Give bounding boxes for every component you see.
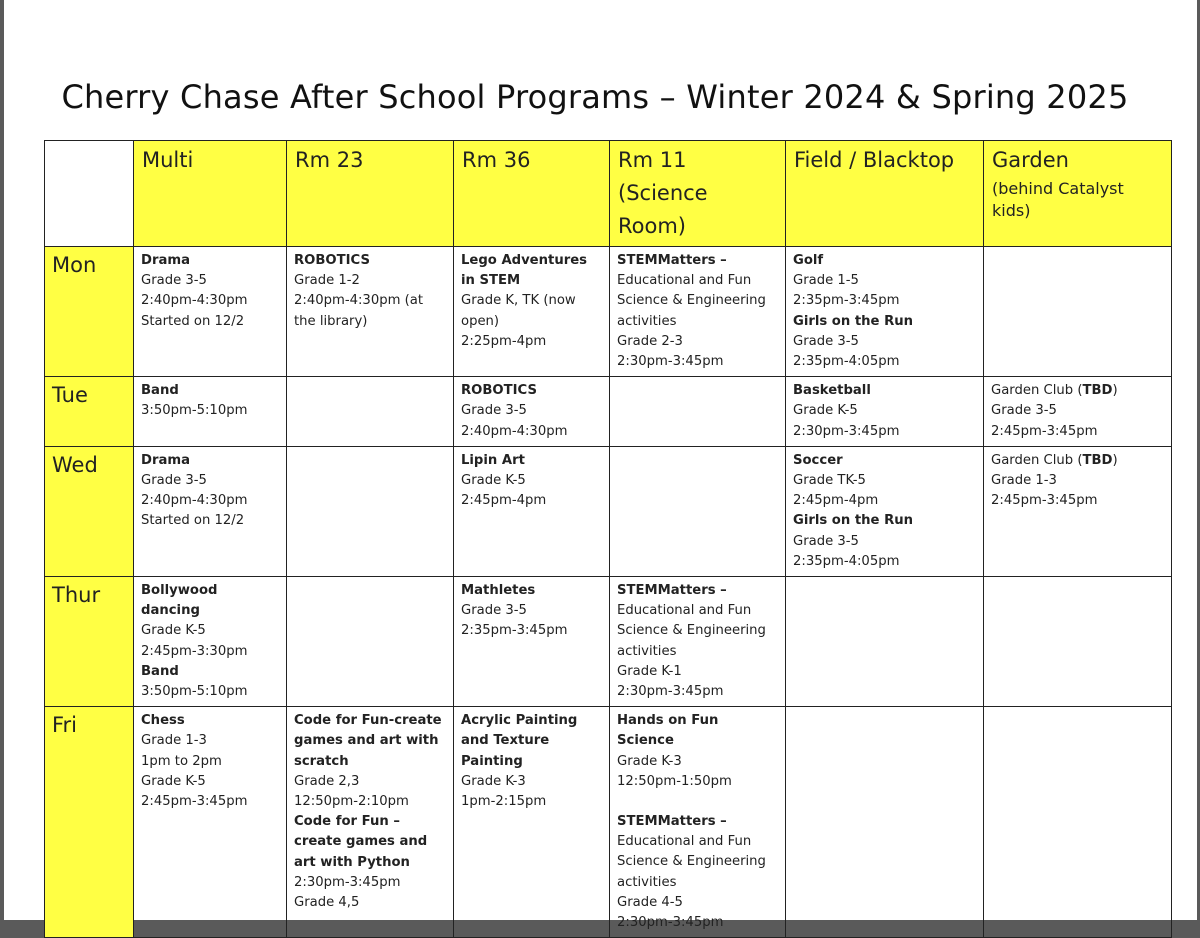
day-label-mon: Mon [45, 247, 134, 377]
program-time: 2:25pm-4pm [461, 333, 547, 349]
cell-thur-garden [984, 577, 1172, 707]
program-grade: Grade 3-5 [461, 603, 527, 619]
day-label-thur: Thur [45, 577, 134, 707]
cell-mon-rm23 [287, 247, 454, 377]
program-name: ROBOTICS [461, 383, 537, 399]
col-header-garden [984, 141, 1172, 247]
cell-thur-rm11 [610, 577, 786, 707]
program-time: 2:35pm-4:05pm [793, 553, 900, 569]
program-name: Basketball [793, 383, 871, 399]
program-grade: Grade TK-5 [793, 473, 866, 489]
program-time: 2:35pm-3:45pm [461, 623, 568, 639]
program-time: 2:45pm-3:45pm [141, 794, 248, 810]
program-grade: Grade 2,3 [294, 773, 360, 789]
program-time: 3:50pm-5:10pm [141, 684, 248, 700]
program-time: 2:45pm-4pm [793, 493, 879, 509]
col-header-rm11: Rm 11 (Science Room) [610, 141, 786, 247]
program-grade: Grade 4,5 [294, 895, 360, 911]
cell-tue-multi [134, 377, 287, 447]
cell-tue-rm36 [454, 377, 610, 447]
program-name: Golf [793, 253, 824, 268]
program-name: Band [141, 663, 179, 679]
program-time: 2:30pm-3:45pm [294, 874, 401, 890]
program-note: Started on 12/2 [141, 513, 245, 529]
row-mon [45, 247, 1172, 377]
program-name: Bollywood dancing [141, 583, 218, 619]
program-time: 2:45pm-3:30pm [141, 643, 248, 659]
program-time: 2:40pm-4:30pm [141, 293, 248, 309]
col-header-rm36: Rm 36 [454, 141, 610, 247]
program-grade: Grade 1-3 [141, 733, 207, 749]
program-name: Drama [141, 253, 190, 268]
program-name: Lego Adventures in STEM [461, 253, 588, 289]
program-grade: Grade 1-2 [294, 273, 360, 289]
program-time: 2:40pm-4:30pm [141, 493, 248, 509]
page-title: Cherry Chase After School Programs – Winter 2024 & Spring 2025 [61, 78, 1129, 116]
cell-mon-garden [984, 247, 1172, 377]
program-grade: Grade K-5 [461, 473, 526, 489]
program-time: 3:50pm-5:10pm [141, 403, 248, 419]
program-name: Chess [141, 713, 185, 729]
program-grade: Grade 1-5 [793, 273, 859, 289]
cell-tue-garden [984, 377, 1172, 447]
cell-fri-garden [984, 707, 1172, 938]
cell-tue-rm11 [610, 377, 786, 447]
program-name: Mathletes [461, 583, 536, 599]
header-row [45, 141, 1172, 247]
tbd-label: TBD [1082, 452, 1113, 468]
program-time: 1pm to 2pm [141, 753, 222, 769]
program-time: 2:30pm-3:45pm [617, 354, 724, 370]
program-grade: Grade 1-3 [991, 473, 1057, 489]
cell-fri-multi [134, 707, 287, 938]
program-grade: Grade K-5 [141, 773, 206, 789]
program-grade: Grade 3-5 [793, 333, 859, 349]
cell-mon-multi [134, 247, 287, 377]
tbd-label: TBD [1082, 383, 1113, 399]
day-label-tue: Tue [45, 377, 134, 447]
spacer [617, 792, 778, 812]
cell-thur-rm36 [454, 577, 610, 707]
program-name: Soccer [793, 452, 843, 468]
row-thur [45, 577, 1172, 707]
cell-fri-field [786, 707, 984, 938]
program-time: 2:40pm-4:30pm [461, 423, 568, 439]
cell-wed-garden [984, 446, 1172, 576]
cell-tue-field [786, 377, 984, 447]
program-grade: Grade 3-5 [991, 403, 1057, 419]
program-time: 12:50pm-1:50pm [617, 773, 732, 789]
program-time: 2:30pm-3:45pm [617, 915, 724, 931]
program-grade: Grade K-5 [141, 623, 206, 639]
program-grade: Grade 2-3 [617, 333, 683, 349]
cell-mon-rm11 [610, 247, 786, 377]
program-grade: Grade K-3 [461, 773, 526, 789]
program-time: 2:45pm-4pm [461, 493, 547, 509]
program-name: Hands on Fun Science [617, 713, 719, 749]
cell-wed-rm36 [454, 446, 610, 576]
program-name: Band [141, 383, 179, 399]
program-grade: Grade 3-5 [141, 273, 207, 289]
program-name: Code for Fun – create games and art with Python [294, 814, 428, 870]
program-name: Drama [141, 452, 190, 468]
program-time: 12:50pm-2:10pm [294, 794, 409, 810]
program-time: 2:40pm-4:30pm (at the library) [294, 293, 424, 329]
col-header-multi: Multi [134, 141, 287, 247]
program-time: 2:45pm-3:45pm [991, 493, 1098, 509]
garden-label: Garden [992, 148, 1069, 172]
col-header-rm23: Rm 23 [287, 141, 454, 247]
program-desc: Educational and Fun Science & Engineering activities [617, 273, 766, 329]
cell-wed-field [786, 446, 984, 576]
program-time: 2:45pm-3:45pm [991, 423, 1098, 439]
cell-wed-rm11 [610, 446, 786, 576]
program-name: Code for Fun-create games and art with scratch [294, 713, 442, 769]
day-label-wed: Wed [45, 446, 134, 576]
program-name: STEMMatters – [617, 814, 727, 830]
row-fri [45, 707, 1172, 938]
program-grade: Grade K, TK (now open) [461, 293, 576, 329]
program-name: STEMMatters – [617, 583, 727, 599]
program-grade: Grade 4-5 [617, 894, 683, 910]
row-wed [45, 446, 1172, 576]
program-name: Girls on the Run [793, 513, 914, 529]
cell-thur-field [786, 577, 984, 707]
program-time: 1pm-2:15pm [461, 794, 547, 810]
program-grade: Grade K-5 [793, 403, 858, 419]
cell-mon-field [786, 247, 984, 377]
program-name: Garden Club (TBD) [991, 452, 1118, 468]
cell-tue-rm23 [287, 377, 454, 447]
cell-fri-rm36 [454, 707, 610, 938]
cell-wed-rm23 [287, 446, 454, 576]
cell-thur-rm23 [287, 577, 454, 707]
program-time: 2:30pm-3:45pm [617, 684, 724, 700]
program-grade: Grade 3-5 [461, 403, 527, 419]
program-name: Garden Club (TBD) [991, 383, 1118, 399]
program-grade: Grade 3-5 [793, 533, 859, 549]
document-page [4, 0, 1197, 931]
program-grade: Grade 3-5 [141, 473, 207, 489]
cell-fri-rm23 [287, 707, 454, 938]
program-time: 2:35pm-3:45pm [793, 293, 900, 309]
program-desc: Educational and Fun Science & Engineering activities [617, 603, 766, 659]
program-grade: Grade K-3 [617, 753, 682, 769]
row-tue [45, 377, 1172, 447]
cell-fri-rm11 [610, 707, 786, 938]
program-name: ROBOTICS [294, 253, 370, 268]
col-header-field: Field / Blacktop [786, 141, 984, 247]
program-grade: Grade K-1 [617, 663, 682, 679]
corner-cell [45, 141, 134, 247]
program-time: 2:30pm-3:45pm [793, 423, 900, 439]
program-name: Acrylic Painting and Texture Painting [461, 713, 578, 769]
cell-mon-rm36 [454, 247, 610, 377]
day-label-fri: Fri [45, 707, 134, 938]
cell-wed-multi [134, 446, 287, 576]
program-desc: Educational and Fun Science & Engineering activities [617, 834, 766, 890]
program-name: Lipin Art [461, 452, 525, 468]
schedule-table [44, 140, 1172, 938]
program-name: Girls on the Run [793, 313, 914, 329]
program-note: Started on 12/2 [141, 313, 245, 329]
garden-note: (behind Catalyst kids) [992, 179, 1124, 220]
cell-thur-multi [134, 577, 287, 707]
program-time: 2:35pm-4:05pm [793, 354, 900, 370]
program-name: STEMMatters – [617, 253, 727, 268]
